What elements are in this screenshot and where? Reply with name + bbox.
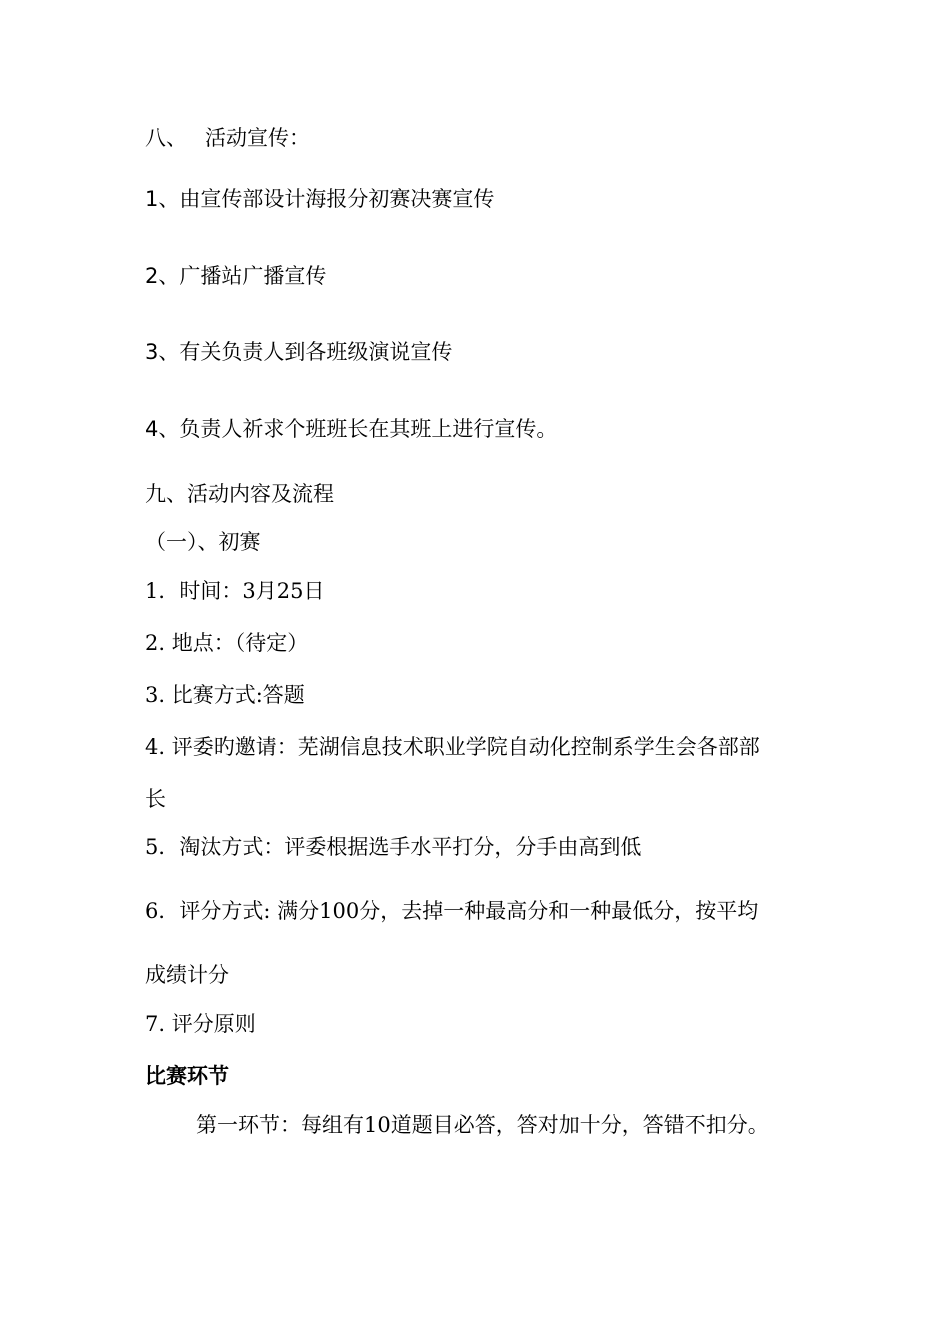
- section-8-heading: [145, 124, 310, 152]
- detail-time: 1．时间：3月25日: [145, 579, 325, 603]
- detail-location: 2. 地点：（待定）: [145, 631, 309, 655]
- detail-scoring: 6．评分方式: 满分100分，去掉一种最高分和一种最低分，按平均: [145, 899, 759, 923]
- section-8-number: 八、: [145, 126, 187, 150]
- competition-heading: 比赛环节: [145, 1064, 229, 1088]
- section-8-title: 活动宣传：: [205, 126, 310, 150]
- detail-format: 3. 比赛方式:答题: [145, 683, 305, 707]
- detail-judges: 4. 评委旳邀请：芜湖信息技术职业学院自动化控制系学生会各部部: [145, 735, 760, 759]
- section-9-heading: 九、活动内容及流程: [145, 482, 334, 506]
- detail-principles: 7. 评分原则: [145, 1012, 256, 1036]
- round-1-text: 第一环节：每组有10道题目必答，答对加十分，答错不扣分。: [196, 1113, 769, 1137]
- promo-item-3: 3、有关负责人到各班级演说宣传: [145, 340, 453, 364]
- promo-item-4: 4、负责人祈求个班班长在其班上进行宣传。: [145, 417, 558, 441]
- detail-judges-continued: 长: [145, 787, 166, 811]
- promo-item-2: 2、广播站广播宣传: [145, 264, 327, 288]
- preliminary-subheading: （一）、初赛: [145, 530, 261, 554]
- promo-item-1: 1、由宣传部设计海报分初赛决赛宣传: [145, 187, 495, 211]
- detail-scoring-continued: 成绩计分: [145, 963, 229, 987]
- detail-elimination: 5．淘汰方式：评委根据选手水平打分，分手由高到低: [145, 835, 642, 859]
